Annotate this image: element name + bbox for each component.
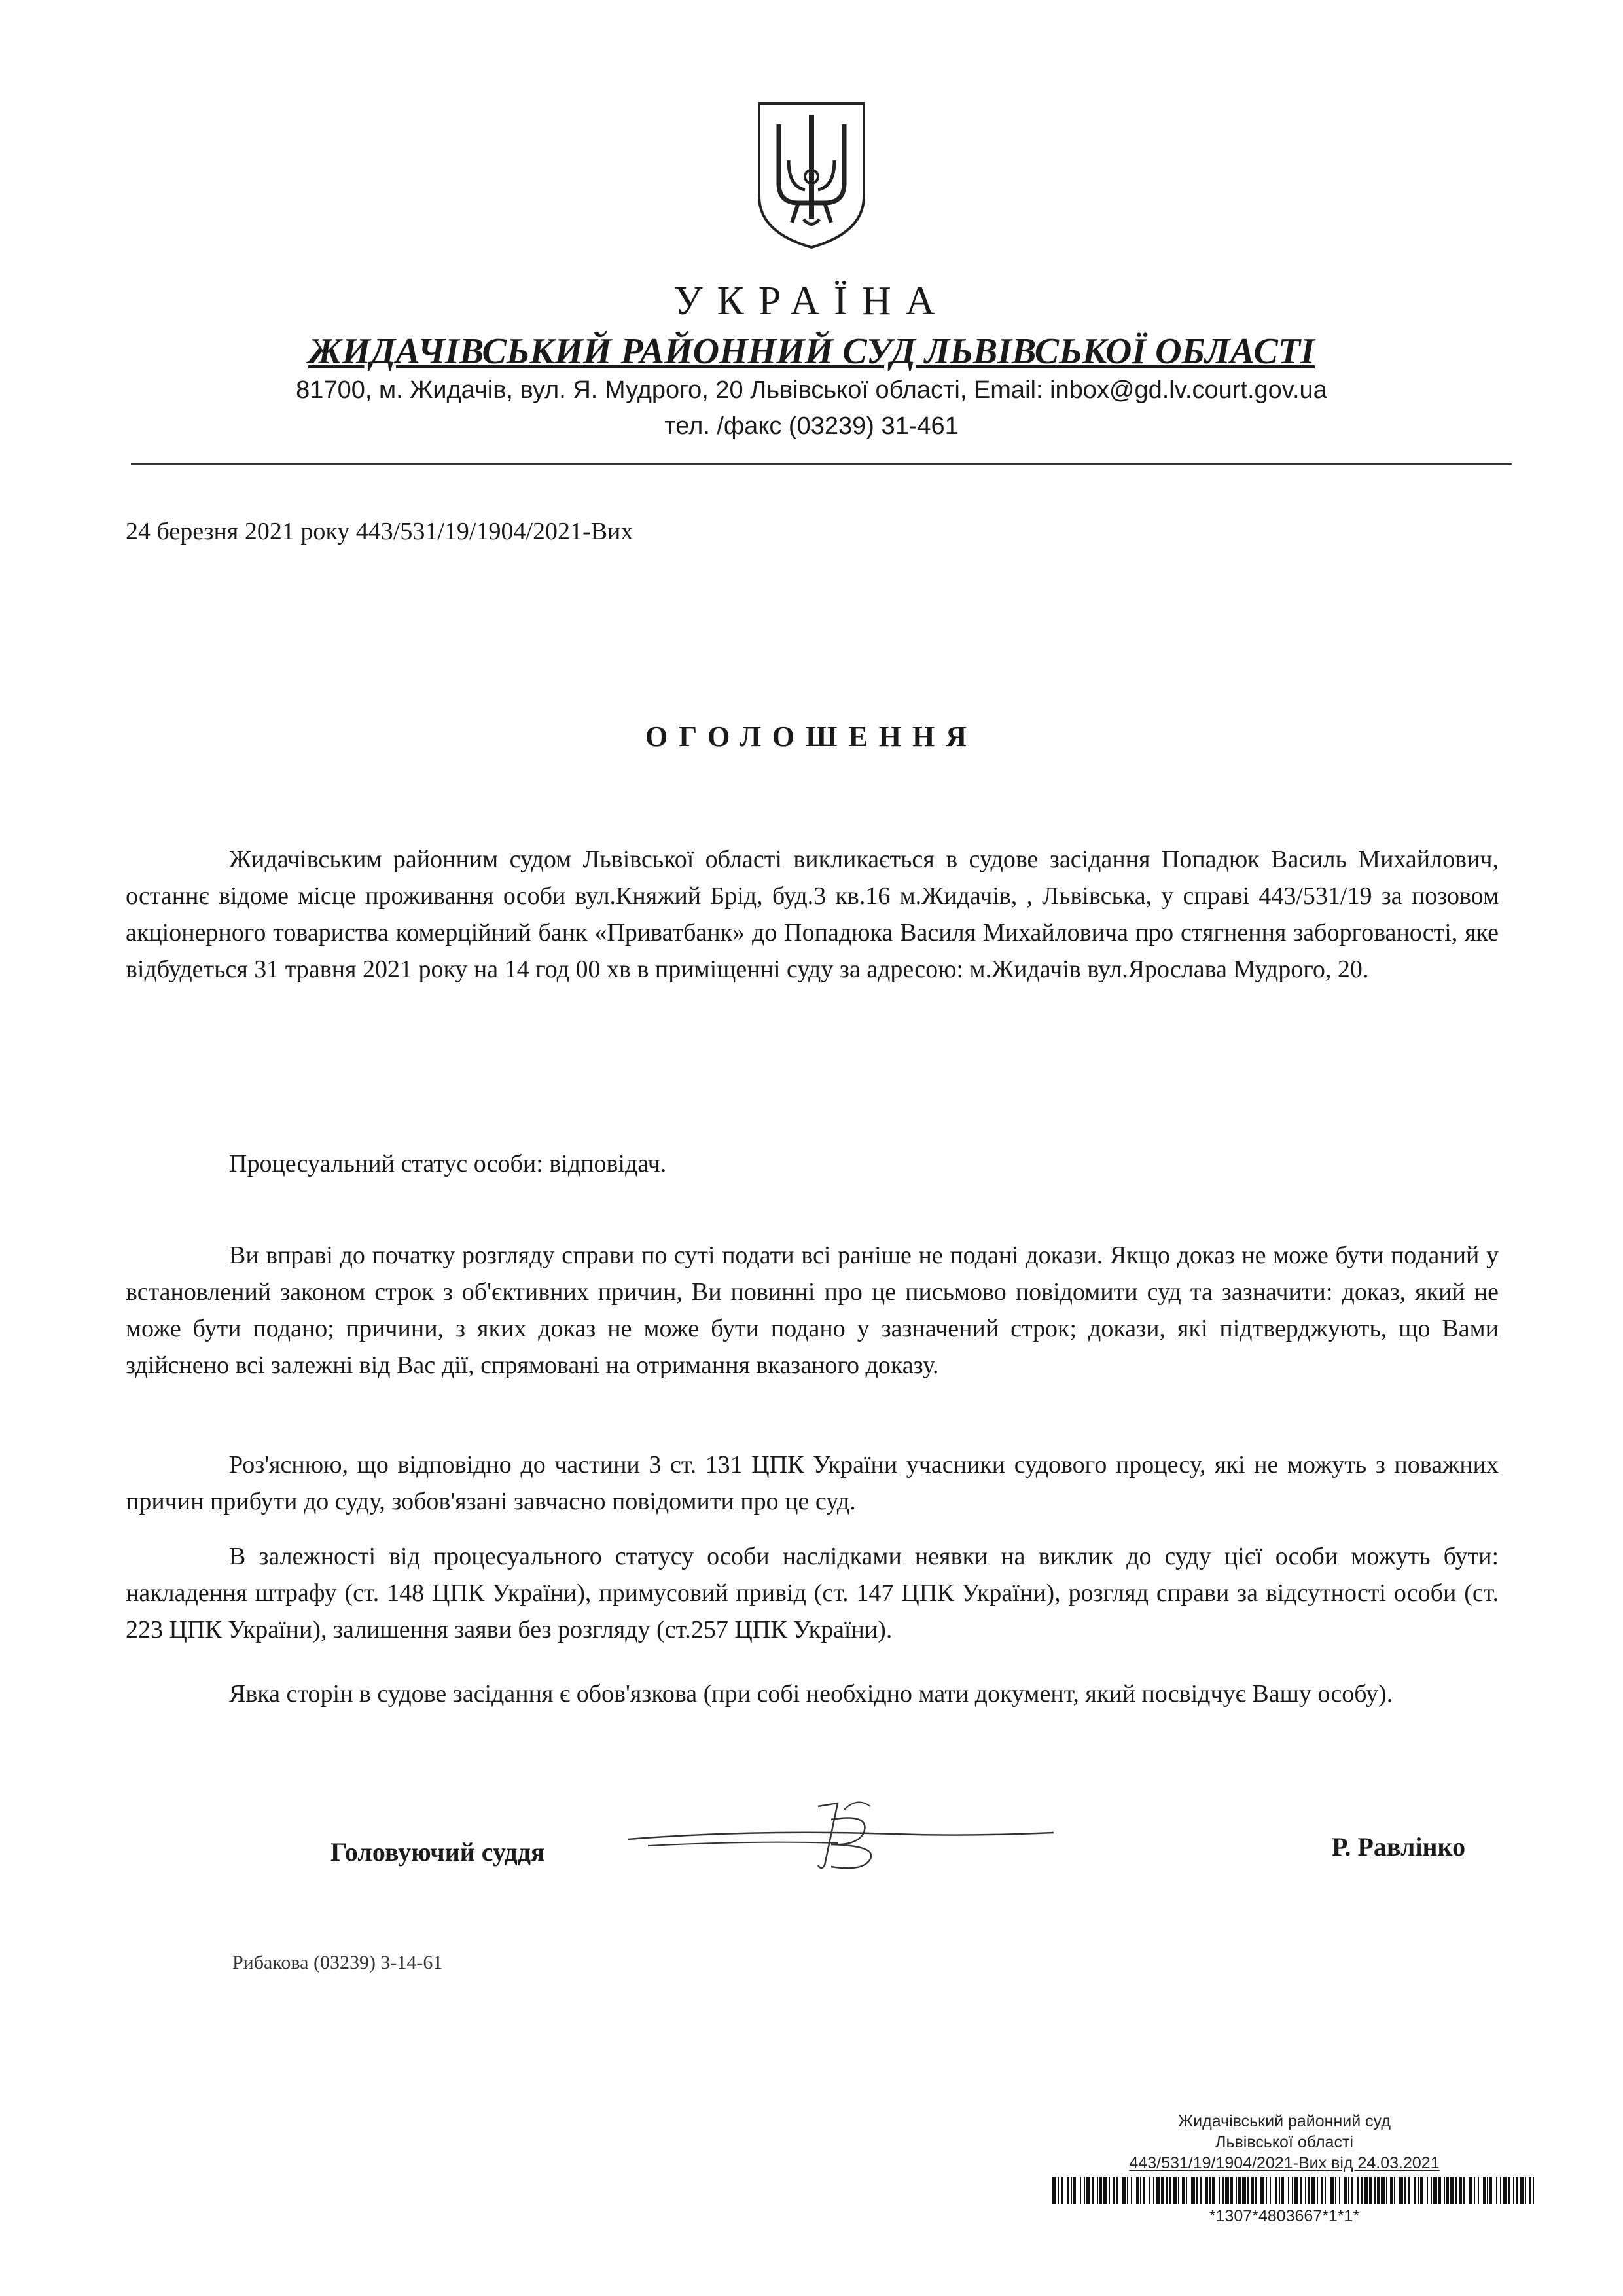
- document-title: ОГОЛОШЕННЯ: [645, 721, 978, 753]
- body-paragraph-text: Процесуальний статус особи: відповідач.: [229, 1150, 667, 1177]
- judge-title: Головуючий суддя: [330, 1837, 545, 1867]
- country-name: УКРАЇНА: [673, 279, 950, 323]
- executor-contact: Рибакова (03239) 3-14-61: [232, 1952, 443, 1973]
- handwritten-signature: [622, 1793, 1060, 1878]
- barcode-number: *1307*4803667*1*1*: [1209, 2207, 1360, 2225]
- stamp-line-region: Львівської області: [1215, 2133, 1353, 2151]
- registration-stamp: [1018, 2111, 1551, 2174]
- body-paragraph-text: Роз'яснюю, що відповідно до частини 3 ст. 131 ЦПК України учасники судового процесу, які не можуть з поважних причин прибути до суду, зобов'язані завчасно повідомити про це суд.: [126, 1451, 1499, 1515]
- court-name: ЖИДАЧІВСЬКИЙ РАЙОННИЙ СУД ЛЬВІВСЬКОЇ ОБЛАСТІ: [308, 331, 1315, 372]
- barcode-icon: [1052, 2177, 1537, 2204]
- stamp-line-number: 443/531/19/1904/2021-Вих від 24.03.2021: [1129, 2154, 1440, 2172]
- judge-name: Р. Равлінко: [1332, 1832, 1466, 1861]
- body-paragraph-attendance: [126, 1676, 1499, 1712]
- court-address: 81700, м. Жидачів, вул. Я. Мудрого, 20 Львівської області, Email: inbox@gd.lv.court.gov.ua: [296, 376, 1327, 404]
- body-paragraph-text: В залежності від процесуального статусу особи наслідками неявки на виклик до суду цієї особи можуть бути: накладення штрафу (ст. 148 ЦПК України), примусовий привід (ст. 147 ЦПК України), розгляд справи за відсутності особи (ст. 223 ЦПК України), залишення заяви без розгляду (ст.257 ЦПК України).: [126, 1543, 1499, 1643]
- body-paragraph-text: Жидачівським районним судом Львівської області викликається в судове засідання Попадюк Василь Михайлович, останнє відоме місце проживання особи вул.Княжий Брід, буд.3 кв.16 м.Жидачів, , Львівська, у справі 443/531/19 за позовом акціонерного товариства комерційний банк «Приватбанк» до Попадюка Василя Михайловича про стягнення заборгованості, яке відбудеться 31 травня 2021 року на 14 год 00 хв в приміщенні суду за адресою: м.Жидачів вул.Ярослава Мудрого, 20.: [126, 846, 1499, 983]
- trident-coat-of-arms-icon: [753, 98, 870, 252]
- body-paragraph-consequences: [126, 1538, 1499, 1648]
- body-paragraph-text: Ви вправі до початку розгляду справи по суті подати всі раніше не подані докази. Якщо доказ не може бути поданий у встановлений законом строк з об'єктивних причин, Ви повинні про це письмово повідомити суд та зазначити: доказ, який не може бути подано; причини, з яких доказ не може бути подано у зазначений строк; докази, які підтверджують, що Вами здійснено всі залежні від Вас дії, спрямовані на отримання вказаного доказу.: [126, 1242, 1499, 1379]
- stamp-line-court: Жидачівський районний суд: [1178, 2112, 1391, 2130]
- outgoing-number: 24 березня 2021 року 443/531/19/1904/2021-Вих: [126, 518, 633, 545]
- body-paragraph-status: [126, 1145, 1499, 1182]
- body-paragraph-summons: [126, 841, 1499, 988]
- body-paragraph-evidence: [126, 1237, 1499, 1384]
- body-paragraph-text: Явка сторін в судове засідання є обов'язкова (при собі необхідно мати документ, який посвідчує Вашу особу).: [229, 1680, 1393, 1708]
- header-divider: [131, 463, 1512, 465]
- court-phone: тел. /факс (03239) 31-461: [664, 412, 959, 440]
- body-paragraph-notice: [126, 1446, 1499, 1520]
